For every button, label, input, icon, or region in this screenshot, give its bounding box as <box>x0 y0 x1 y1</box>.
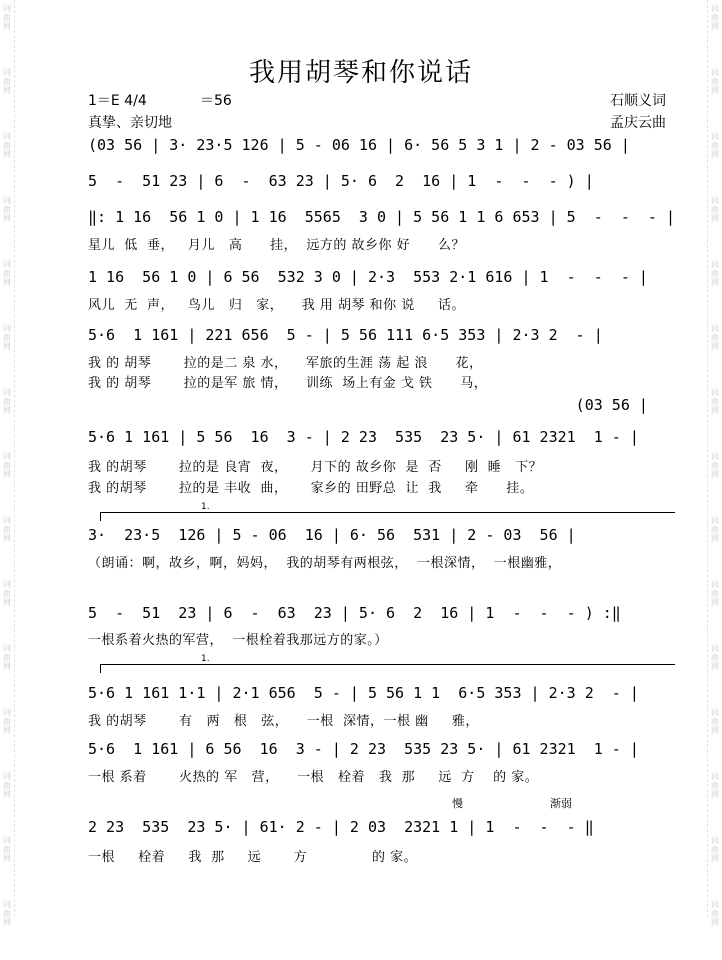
watermark-text: 词曲网 <box>711 388 719 415</box>
watermark-text: 词曲网 <box>711 452 719 479</box>
first-ending-bracket <box>100 654 675 673</box>
score-line-lyrics: 一根 栓着 我 那 远 方 的 家。 <box>88 850 418 865</box>
watermark-text: 词曲网 <box>711 516 719 543</box>
score-line-lyrics: 一根系着火热的军营， 一根栓着我那远方的家。） <box>88 633 388 648</box>
watermark-text: 词曲网 <box>711 68 719 95</box>
ending-number: 1. <box>201 654 210 664</box>
dynamic-slow: 慢 <box>452 797 463 810</box>
watermark-text: 词曲网 <box>711 772 719 799</box>
watermark-text: 词曲网 <box>711 580 719 607</box>
score-line-lyrics: 我 的胡琴 拉的是 丰收 曲， 家乡的 田野总 让 我 牵 挂。 <box>88 481 534 496</box>
score-line-lyrics: 我 的胡琴 拉的是 良宵 夜， 月下的 故乡你 是 否 刚 睡 下？ <box>88 460 543 475</box>
expression-marking: 真挚、亲切地 <box>88 115 172 131</box>
watermark-text: 词曲网 <box>3 260 11 287</box>
watermark-text: 词曲网 <box>3 836 11 863</box>
score-line-notes: 5·6 1 161 1·1 | 2·1 656 5 - | 5 56 1 1 6·5 353 | 2·3 2 - | <box>88 684 639 702</box>
key-signature: 1＝E 4/4 <box>88 93 147 109</box>
watermark-text: 词曲网 <box>711 324 719 351</box>
score-line-notes: 1 16 56 1 0 | 6 56 532 3 0 | 2·3 553 2·1 616 | 1 - - - | <box>88 268 648 286</box>
score-line-lyrics: （朗诵：啊，故乡，啊，妈妈， 我的胡琴有两根弦， 一根深情， 一根幽雅， <box>88 556 562 571</box>
dynamic-fading: 渐弱 <box>550 797 572 810</box>
watermark-text: 词曲网 <box>3 516 11 543</box>
watermark-text: 词曲网 <box>3 388 11 415</box>
watermark-text: 词曲网 <box>3 132 11 159</box>
score-line-notes: (03 56 | <box>88 396 648 414</box>
watermark-text: 词曲网 <box>3 644 11 671</box>
score-line-lyrics: 一根 系着 火热的 军 营， 一根 栓着 我 那 远 方 的 家。 <box>88 770 539 785</box>
watermark-text: 词曲网 <box>3 196 11 223</box>
score-line-notes: 2 23 535 23 5· | 61· 2 - | 2 03 2321 1 | 1 - - - ‖ <box>88 818 594 836</box>
watermark-text: 词曲网 <box>3 324 11 351</box>
composer-credit: 孟庆云曲 <box>610 115 666 131</box>
song-title: 我用胡琴和你说话 <box>248 58 473 88</box>
watermark-text: 词曲网 <box>711 644 719 671</box>
lyricist-credit: 石顺义词 <box>610 93 666 109</box>
score-line-notes: 5·6 1 161 | 6 56 16 3 - | 2 23 535 23 5· | 61 2321 1 - | <box>88 740 639 758</box>
watermark-text: 词曲网 <box>711 132 719 159</box>
watermark-text: 词曲网 <box>3 900 11 927</box>
watermark-text: 词曲网 <box>3 708 11 735</box>
score-line-lyrics: 风儿 无 声， 鸟儿 归 家， 我 用 胡琴 和你 说 话。 <box>88 298 465 313</box>
ending-number: 1. <box>201 502 210 512</box>
score-line-lyrics: 我 的胡琴 有 两 根 弦， 一根 深情，一根 幽 雅， <box>88 714 479 729</box>
watermark-text: 词曲网 <box>711 260 719 287</box>
score-line-notes: 5 - 51 23 | 6 - 63 23 | 5· 6 2 16 | 1 - - - ) | <box>88 172 594 190</box>
score-line-lyrics: 星儿 低 垂， 月儿 高 挂， 远方的 故乡你 好 么？ <box>88 238 465 253</box>
score-line-lyrics: 我 的 胡琴 拉的是军 旅 情， 训练 场上有金 戈 铁 马， <box>88 376 488 391</box>
right-watermark-strip <box>707 0 722 927</box>
watermark-text: 词曲网 <box>3 452 11 479</box>
watermark-text: 词曲网 <box>3 772 11 799</box>
score-line-notes: 5·6 1 161 | 5 56 16 3 - | 2 23 535 23 5· | 61 2321 1 - | <box>88 428 639 446</box>
score-line-notes: 3· 23·5 126 | 5 - 06 16 | 6· 56 531 | 2 - 03 56 | <box>88 526 576 544</box>
score-line-notes: 5·6 1 161 | 221 656 5 - | 5 56 111 6·5 353 | 2·3 2 - | <box>88 326 603 344</box>
score-line-notes: ‖: 1 16 56 1 0 | 1 16 5565 3 0 | 5 56 1 1 6 653 | 5 - - - | <box>88 208 675 226</box>
left-watermark-strip <box>0 0 15 927</box>
watermark-text: 词曲网 <box>711 196 719 223</box>
first-ending-bracket <box>100 502 675 521</box>
score-line-lyrics: 我 的 胡琴 拉的是二 泉 水， 军旅的生涯 荡 起 浪 花， <box>88 356 483 371</box>
watermark-text: 词曲网 <box>711 900 719 927</box>
watermark-text: 词曲网 <box>711 4 719 31</box>
tempo-marking: ＝56 <box>200 93 232 109</box>
watermark-text: 词曲网 <box>3 580 11 607</box>
watermark-text: 词曲网 <box>3 68 11 95</box>
score-line-notes: 5 - 51 23 | 6 - 63 23 | 5· 6 2 16 | 1 - - - ) :‖ <box>88 604 621 622</box>
watermark-text: 词曲网 <box>711 836 719 863</box>
score-line-notes: (03 56 | 3· 23·5 126 | 5 - 06 16 | 6· 56 5 3 1 | 2 - 03 56 | <box>88 136 630 154</box>
watermark-text: 词曲网 <box>711 708 719 735</box>
watermark-text: 词曲网 <box>3 4 11 31</box>
